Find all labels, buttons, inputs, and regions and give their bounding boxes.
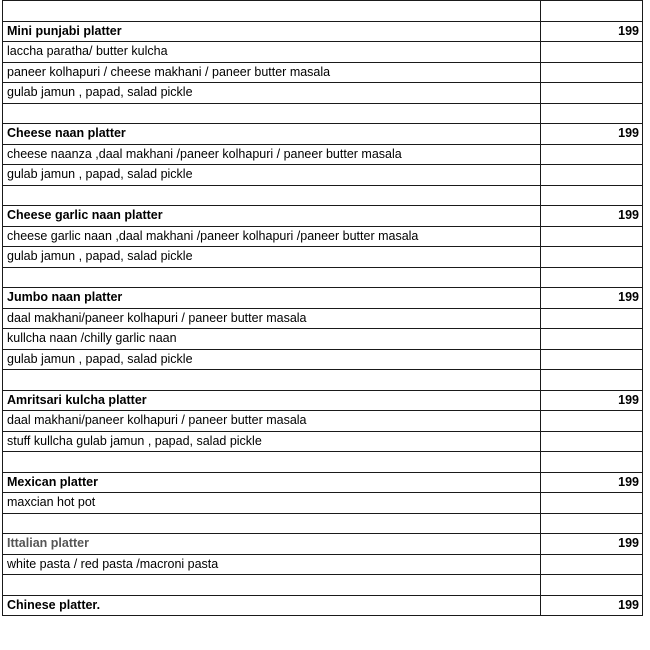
- platter-price: 199: [541, 390, 643, 411]
- platter-price: [541, 1, 643, 22]
- platter-description: cheese garlic naan ,daal makhani /paneer kolhapuri /paneer butter masala: [3, 226, 541, 247]
- platter-description: paneer kolhapuri / cheese makhani / paneer butter masala: [3, 62, 541, 83]
- menu-sheet: [2, 0, 642, 616]
- platter-heading-row: [3, 206, 643, 227]
- platter-detail-row: [3, 83, 643, 104]
- platter-heading-row: [3, 472, 643, 493]
- platter-detail-row: [3, 349, 643, 370]
- platter-detail-row: [3, 411, 643, 432]
- platter-description: stuff kullcha gulab jamun , papad, salad pickle: [3, 431, 541, 452]
- platter-price: [541, 185, 643, 206]
- platter-price: [541, 83, 643, 104]
- platter-detail-row: [3, 554, 643, 575]
- platter-heading-row: [3, 390, 643, 411]
- platter-price: [541, 493, 643, 514]
- platter-detail-row: [3, 329, 643, 350]
- platter-price: 199: [541, 288, 643, 309]
- platter-description: [3, 575, 541, 596]
- platter-price: 199: [541, 595, 643, 616]
- platter-detail-row: [3, 431, 643, 452]
- platter-heading-row: [3, 288, 643, 309]
- empty-row: [3, 452, 643, 473]
- platter-detail-row: [3, 42, 643, 63]
- platter-description: [3, 185, 541, 206]
- platter-price: [541, 267, 643, 288]
- platter-price: [541, 370, 643, 391]
- platter-description: maxcian hot pot: [3, 493, 541, 514]
- platter-name: Cheese garlic naan platter: [3, 206, 541, 227]
- platter-name: Amritsari kulcha platter: [3, 390, 541, 411]
- platter-price: [541, 411, 643, 432]
- platter-price: [541, 308, 643, 329]
- platter-price: [541, 554, 643, 575]
- platter-name: Cheese naan platter: [3, 124, 541, 145]
- platter-price: [541, 329, 643, 350]
- platter-name: Ittalian platter: [3, 534, 541, 555]
- empty-row: [3, 1, 643, 22]
- platter-description: gulab jamun , papad, salad pickle: [3, 247, 541, 268]
- empty-row: [3, 513, 643, 534]
- platter-name: Jumbo naan platter: [3, 288, 541, 309]
- platter-price: [541, 226, 643, 247]
- platter-price: 199: [541, 21, 643, 42]
- empty-row: [3, 185, 643, 206]
- platter-heading-row: [3, 595, 643, 616]
- platter-price: [541, 144, 643, 165]
- platter-price: [541, 165, 643, 186]
- platter-detail-row: [3, 165, 643, 186]
- platter-price: [541, 575, 643, 596]
- empty-row: [3, 267, 643, 288]
- platter-description: [3, 370, 541, 391]
- platter-detail-row: [3, 308, 643, 329]
- platter-description: [3, 513, 541, 534]
- platter-heading-row: [3, 534, 643, 555]
- platter-description: gulab jamun , papad, salad pickle: [3, 165, 541, 186]
- platter-price: [541, 247, 643, 268]
- platter-detail-row: [3, 226, 643, 247]
- platter-description: [3, 103, 541, 124]
- platter-price: [541, 513, 643, 534]
- platter-description: [3, 1, 541, 22]
- platter-name: Mexican platter: [3, 472, 541, 493]
- menu-table-body: [3, 1, 643, 616]
- platter-price: [541, 42, 643, 63]
- platter-description: kullcha naan /chilly garlic naan: [3, 329, 541, 350]
- platter-description: laccha paratha/ butter kulcha: [3, 42, 541, 63]
- platter-price: 199: [541, 206, 643, 227]
- platter-price: 199: [541, 124, 643, 145]
- platter-price: [541, 349, 643, 370]
- platter-detail-row: [3, 144, 643, 165]
- platter-detail-row: [3, 493, 643, 514]
- platter-description: cheese naanza ,daal makhani /paneer kolhapuri / paneer butter masala: [3, 144, 541, 165]
- platter-description: gulab jamun , papad, salad pickle: [3, 83, 541, 104]
- platter-description: gulab jamun , papad, salad pickle: [3, 349, 541, 370]
- empty-row: [3, 575, 643, 596]
- platter-price: 199: [541, 534, 643, 555]
- platter-heading-row: [3, 21, 643, 42]
- platter-name: Mini punjabi platter: [3, 21, 541, 42]
- platter-price: [541, 62, 643, 83]
- platter-price: [541, 452, 643, 473]
- menu-table: [2, 0, 643, 616]
- platter-price: [541, 431, 643, 452]
- platter-description: white pasta / red pasta /macroni pasta: [3, 554, 541, 575]
- platter-price: 199: [541, 472, 643, 493]
- platter-detail-row: [3, 62, 643, 83]
- platter-description: [3, 452, 541, 473]
- platter-detail-row: [3, 247, 643, 268]
- platter-description: daal makhani/paneer kolhapuri / paneer butter masala: [3, 411, 541, 432]
- platter-description: daal makhani/paneer kolhapuri / paneer butter masala: [3, 308, 541, 329]
- platter-heading-row: [3, 124, 643, 145]
- platter-description: [3, 267, 541, 288]
- empty-row: [3, 370, 643, 391]
- platter-name: Chinese platter.: [3, 595, 541, 616]
- platter-price: [541, 103, 643, 124]
- empty-row: [3, 103, 643, 124]
